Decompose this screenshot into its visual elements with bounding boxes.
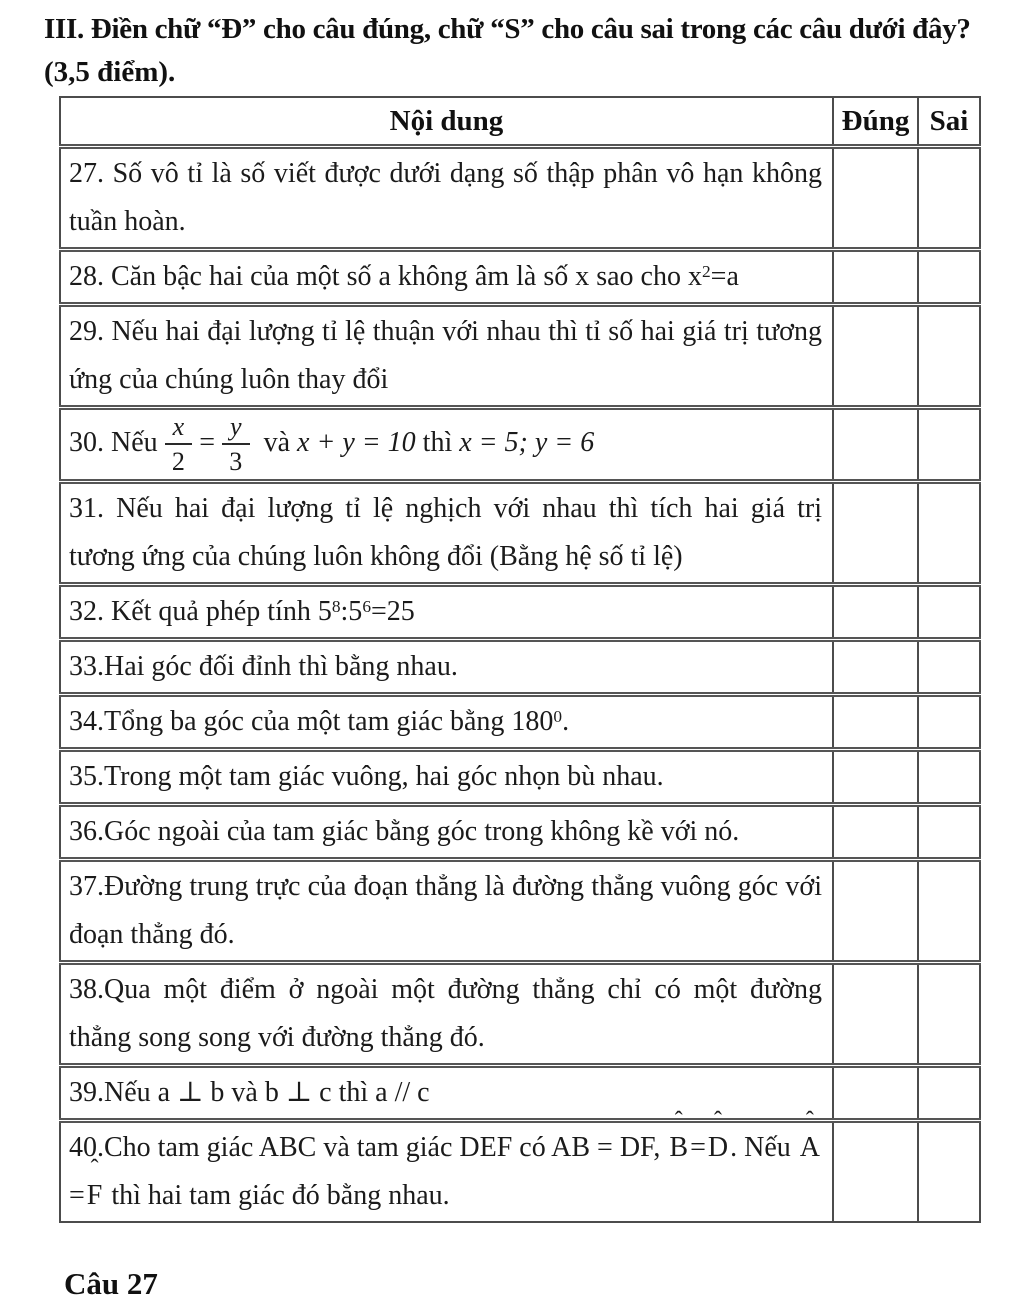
dung-answer-cell [833, 250, 918, 305]
statement-text: 36.Góc ngoài của tam giác bằng góc trong không kề với nó. [60, 804, 833, 859]
table-row [60, 1120, 980, 1222]
dung-answer-cell [833, 147, 918, 250]
fraction: $\frac{y}{3}$ [222, 413, 250, 476]
dung-answer-cell [833, 305, 918, 408]
sai-answer-cell [918, 147, 980, 250]
statement-text: 40.Cho tam giác ABC và tam giác DEF có AB = DF, ˆ B= ˆ D. Nếu ˆ A= ˆ F thì hai tam giác đó bằng nhau. [60, 1120, 833, 1222]
table-header-row [60, 97, 980, 147]
dung-answer-cell [833, 694, 918, 749]
sai-answer-cell [918, 584, 980, 639]
superscript: 8 [331, 596, 341, 616]
fraction: $\frac{x}{2}$ [165, 413, 193, 476]
table-row [60, 408, 980, 482]
angle-hat-symbol: ˆ F [86, 1155, 103, 1211]
section-title-line1: III. Điền chữ “Đ” cho câu đúng, chữ “S” cho câu sai trong các câu dưới đây? [44, 13, 971, 45]
table-row [60, 749, 980, 804]
statement-text: 29. Nếu hai đại lượng tỉ lệ thuận với nhau thì tỉ số hai giá trị tương ứng của chúng luôn thay đổi [60, 305, 833, 408]
angle-hat-symbol: ˆ A [799, 1107, 820, 1163]
statements-body [60, 147, 980, 1222]
true-false-table [59, 96, 981, 1223]
statement-text: 35.Trong một tam giác vuông, hai góc nhọn bù nhau. [60, 749, 833, 804]
sai-answer-cell [918, 694, 980, 749]
header-noi-dung: Nội dung [60, 97, 833, 147]
table-row [60, 962, 980, 1065]
math-expression: x + y = 10 [297, 426, 416, 458]
superscript: 6 [362, 596, 371, 616]
dung-answer-cell [833, 408, 918, 482]
statement-text: 38.Qua một điểm ở ngoài một đường thẳng chỉ có một đường thẳng song song với đường thẳng đó. [60, 962, 833, 1065]
statement-text: 28. Căn bậc hai của một số a không âm là số x sao cho $x^2=a$ [60, 250, 833, 305]
superscript: 0 [553, 706, 563, 726]
dung-answer-cell [833, 639, 918, 694]
angle-hat-symbol: ˆ B [669, 1107, 689, 1163]
statement-text: 31. Nếu hai đại lượng tỉ lệ nghịch với nhau thì tích hai giá trị tương ứng của chúng luôn không đổi (Bằng hệ số tỉ lệ) [60, 481, 833, 584]
sai-answer-cell [918, 250, 980, 305]
statement-text: 30. Nếu $\frac{x}{2}$ = $\frac{y}{3}$ và x + y = 10 thì x = 5; y = 6 [60, 408, 833, 482]
dung-answer-cell [833, 749, 918, 804]
dung-answer-cell [833, 1065, 918, 1120]
sai-answer-cell [918, 962, 980, 1065]
dung-answer-cell [833, 859, 918, 962]
statement-text: 39.Nếu a ⊥ b và b ⊥ c thì a // c [60, 1065, 833, 1120]
sai-answer-cell [918, 749, 980, 804]
table-row [60, 305, 980, 408]
dung-answer-cell [833, 584, 918, 639]
table-row [60, 639, 980, 694]
section-title-line2: (3,5 điểm). [44, 56, 176, 88]
table-row [60, 584, 980, 639]
table-row [60, 859, 980, 962]
dung-answer-cell [833, 1120, 918, 1222]
dung-answer-cell [833, 804, 918, 859]
header-dung: Đúng [833, 97, 918, 147]
dung-answer-cell [833, 962, 918, 1065]
footer-question-label: Câu 27 [64, 1266, 158, 1301]
sai-answer-cell [918, 481, 980, 584]
table-row [60, 1065, 980, 1120]
table-row [60, 147, 980, 250]
sai-answer-cell [918, 639, 980, 694]
table-row [60, 250, 980, 305]
table-row [60, 804, 980, 859]
statement-text: 32. Kết quả phép tính $5^8:5^6=25$ [60, 584, 833, 639]
superscript: 2 [701, 262, 711, 282]
dung-answer-cell [833, 481, 918, 584]
table-row [60, 481, 980, 584]
statement-text: 34.Tổng ba góc của một tam giác bằng $180^0$. [60, 694, 833, 749]
header-sai: Sai [918, 97, 980, 147]
statement-text: 27. Số vô tỉ là số viết được dưới dạng số thập phân vô hạn không tuần hoàn. [60, 147, 833, 250]
sai-answer-cell [918, 1065, 980, 1120]
statement-text: 37.Đường trung trực của đoạn thẳng là đường thẳng vuông góc với đoạn thẳng đó. [60, 859, 833, 962]
section-title [44, 8, 1004, 94]
sai-answer-cell [918, 1120, 980, 1222]
angle-hat-symbol: ˆ D [707, 1107, 729, 1163]
sai-answer-cell [918, 804, 980, 859]
statement-text: 33.Hai góc đối đỉnh thì bằng nhau. [60, 639, 833, 694]
sai-answer-cell [918, 408, 980, 482]
table-row [60, 694, 980, 749]
math-expression: x = 5; y = 6 [459, 426, 595, 458]
sai-answer-cell [918, 859, 980, 962]
sai-answer-cell [918, 305, 980, 408]
